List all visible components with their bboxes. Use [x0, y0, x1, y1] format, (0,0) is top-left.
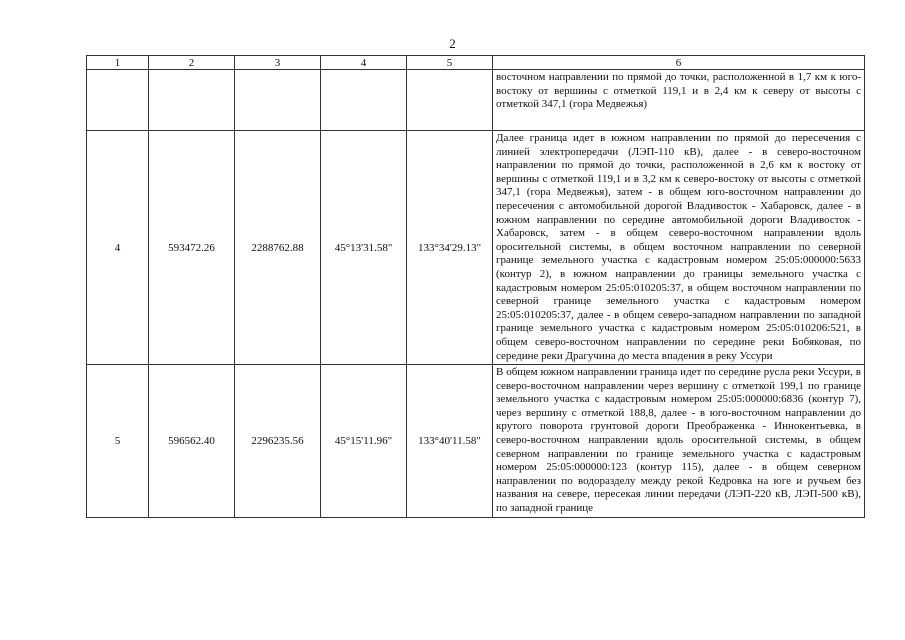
- boundary-description: Далее граница идет в южном направлении по прямой до пересечения с линией электропередачи (ЛЭП-110 кВ), далее - в северо-восточном направлении по прямой до точки, расположенной в 2,6 км к востоку от вершины с отметкой 119,1 и в 3,2 км к северо-востоку от высоты с отметкой 347,1 (гора Медвежья), затем - в общем юго-восточном направлении до пересечения с автомобильной дорогой Владивосток - Хабаровск, далее - в южном направлении по середине автомобильной дороги Владивосток - Хабаровск, затем - в общем северо-восточном направлении вдоль оросительной системы, в общем восточном направлении по северной границе земельного участка с кадастровым номером 25:05:000000:5633 (контур 2), в южном направлении до границы земельного участка с кадастровым номером 25:05:010205:37, в общем восточном направлении по северной границе земельного участка с кадастровым номером 25:05:010205:37, далее - в общем северо-западном направлении по западной границе земельного участка с кадастровым номером 25:05:010206:521, в общем северо-восточном направлении по середине реки Бобяковая, по середине реки Драгучина до места впадения в реку Уссури: [493, 131, 865, 365]
- boundary-description: восточном направлении по прямой до точки, расположенной в 1,7 км к юго-востоку от вершины с отметкой 119,1 и в 2,4 км к северу от высоты с отметкой 347,1 (гора Медвежья): [493, 70, 865, 131]
- column-header-4: 4: [321, 56, 407, 70]
- table-row: [87, 131, 865, 365]
- column-header-3: 3: [235, 56, 321, 70]
- latitude: 45°15'11.96": [321, 365, 407, 518]
- table-header-row: [87, 56, 865, 70]
- latitude: 45°13'31.58": [321, 131, 407, 365]
- column-header-1: 1: [87, 56, 149, 70]
- coordinate-y: 2288762.88: [235, 131, 321, 365]
- column-header-5: 5: [407, 56, 493, 70]
- coordinate-x: 593472.26: [149, 131, 235, 365]
- table-row: [87, 365, 865, 518]
- cell-empty: [149, 70, 235, 131]
- page-number: 2: [449, 36, 456, 51]
- cell-empty: [235, 70, 321, 131]
- coordinate-x: 596562.40: [149, 365, 235, 518]
- longitude: 133°34'29.13": [407, 131, 493, 365]
- coordinate-y: 2296235.56: [235, 365, 321, 518]
- column-header-6: 6: [493, 56, 865, 70]
- point-number: 4: [87, 131, 149, 365]
- coordinates-table: [86, 55, 865, 518]
- cell-empty: [407, 70, 493, 131]
- table-row: [87, 70, 865, 131]
- boundary-description: В общем южном направлении граница идет по середине русла реки Уссури, в северо-восточном направлении через вершину с отметкой 199,1 по границе земельного участка с кадастровым номером 25:05:000000:6836 (контур 7), через вершину с отметкой 188,8, далее - в юго-восточном направлении до крутого поворота грунтовой дороги Преображенка - Иннокентьевка, в северо-восточном направлении вдоль оросительной системы, в общем северном направлении по границе земельного участка с кадастровым номером 25:05:000000:123 (контур 115), далее - в общем северном направлении по водоразделу между рекой Кедровка на юге и ручьем без названия на севере, пересекая линии передачи (ЛЭП-220 кВ, ЛЭП-500 кВ), по западной границе: [493, 365, 865, 518]
- point-number: 5: [87, 365, 149, 518]
- longitude: 133°40'11.58": [407, 365, 493, 518]
- cell-empty: [87, 70, 149, 131]
- cell-empty: [321, 70, 407, 131]
- column-header-2: 2: [149, 56, 235, 70]
